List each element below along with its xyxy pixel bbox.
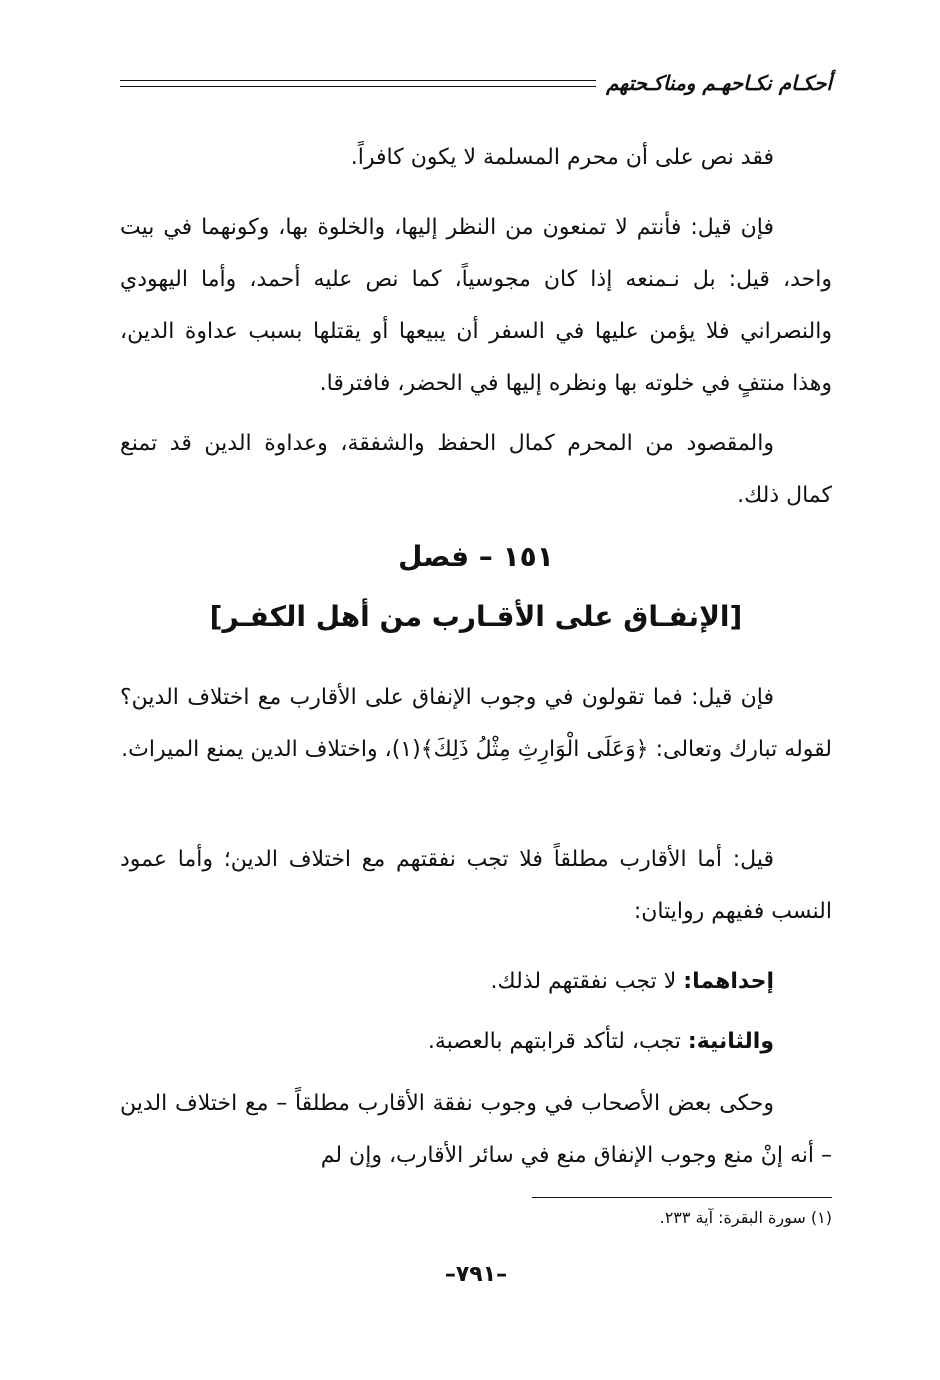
page-number: –٧٩١– [444, 1262, 508, 1287]
second-narration-label: والثانية: [687, 1029, 774, 1054]
running-title: أحكـام نكـاحهـم ومناكـحتهم [606, 71, 832, 95]
section-title: [الإنفـاق على الأقـارب من أهل الكفـر] [209, 600, 743, 633]
paragraph-3: والمقصود من المحرم كمال الحفظ والشفقة، وعداوة الدين قد تمنع كمال ذلك. [120, 431, 832, 508]
footnote-1: (١) سورة البقرة: آية ٢٣٣. [659, 1208, 832, 1227]
header-double-rule [120, 80, 596, 87]
paragraph-7 [120, 1016, 832, 1068]
paragraph-4: فإن قيل: فما تقولون في وجوب الإنفاق على الأقارب مع اختلاف الدين؟ لقوله تبارك وتعالى: ﴿وَعَلَى الْوَارِثِ مِثْلُ ذَلِكَ﴾(١)، واختلاف الدين يمنع الميراث. [120, 685, 832, 762]
paragraph-6 [120, 956, 832, 1008]
paragraph-2: فإن قيل: فأنتم لا تمنعون من النظر إليها، والخلوة بها، وكونهما في بيت واحد، قيل: بل نـمنعه إذا كان مجوسياً، كما نص عليه أحمد، وأما اليهودي والنصراني فلا يؤمن عليها في السفر أن يبيعها أو يقتلها بسبب عداوة الدين، وهذا منتفٍ في خلوته بها ونظره إليها في الحضر، فافترقا. [120, 215, 832, 396]
footnote-separator [532, 1197, 832, 1198]
paragraph-1: فقد نص على أن محرم المسلمة لا يكون كافراً. [350, 145, 774, 170]
second-narration-text: تجب، لتأكد قرابتهم بالعصبة. [427, 1029, 688, 1054]
first-narration-label: إحداهما: [683, 969, 774, 994]
section-number: ١٥١ – فصل [398, 540, 554, 573]
running-header [120, 70, 832, 96]
paragraph-8: وحكى بعض الأصحاب في وجوب نفقة الأقارب مطلقاً – مع اختلاف الدين – أنه إنْ منع وجوب الإنفاق منع في سائر الأقارب، وإن لم [120, 1091, 832, 1168]
first-narration-text: لا تجب نفقتهم لذلك. [490, 969, 684, 994]
paragraph-5: قيل: أما الأقارب مطلقاً فلا تجب نفقتهم مع اختلاف الدين؛ وأما عمود النسب ففيهم روايتان: [120, 847, 832, 924]
